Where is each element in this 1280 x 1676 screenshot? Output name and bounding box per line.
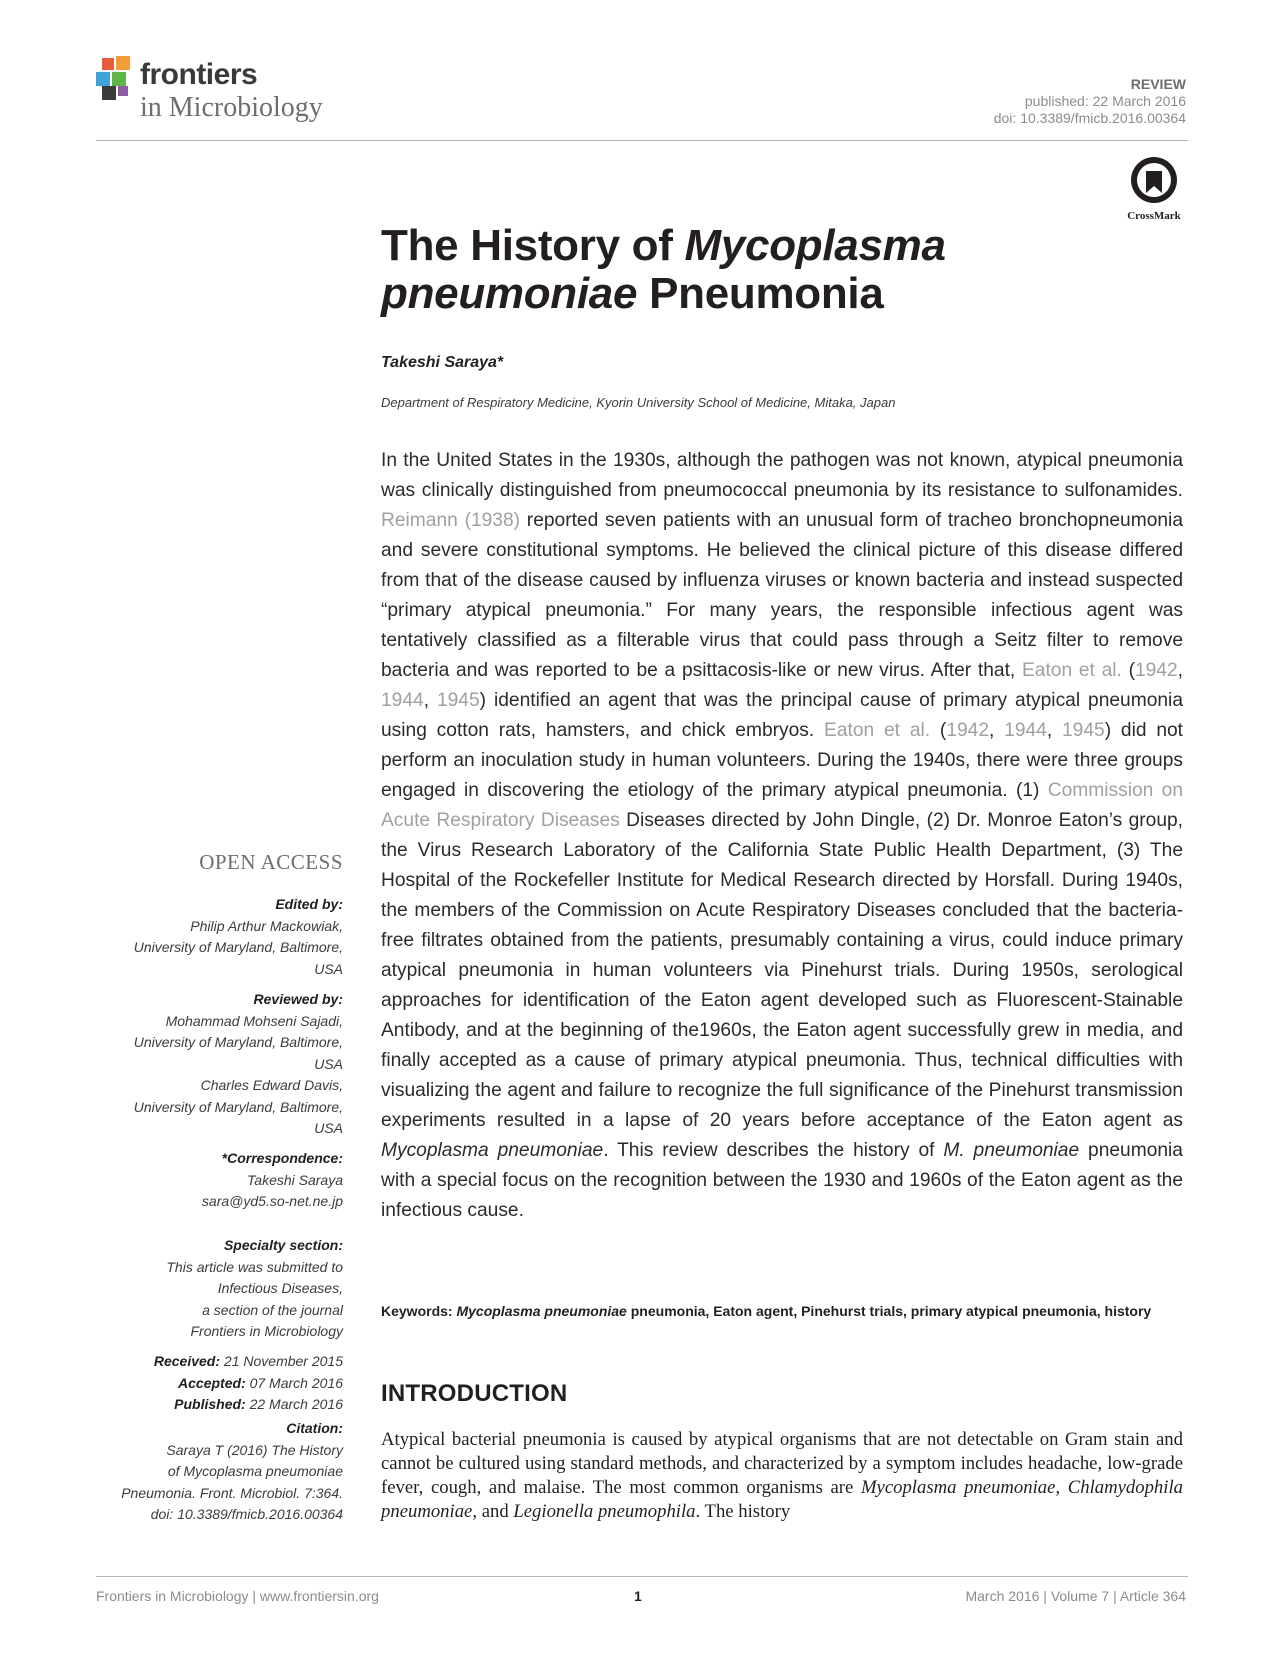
frontiers-logo-icon (96, 56, 136, 100)
citation-line[interactable]: doi: 10.3389/fmicb.2016.00364 (150, 1506, 343, 1522)
citation-block (103, 1418, 343, 1526)
crossmark-label: CrossMark (1127, 210, 1181, 222)
received-label: Received: (153, 1353, 221, 1369)
keywords-label: Keywords: (381, 1303, 457, 1319)
editor-line: University of Maryland, Baltimore, (133, 939, 343, 955)
citation-link-1944[interactable]: 1944 (1004, 720, 1047, 741)
introduction-paragraph (381, 1428, 1183, 1524)
footer-divider (96, 1576, 1188, 1577)
abstract-punct: , (423, 690, 437, 711)
intro-italic: Chlamydophila pneumoniae (381, 1477, 1184, 1522)
abstract-punct: ( (1121, 660, 1135, 681)
intro-text: Atypical bacterial pneumonia is caused by atypical organisms that are not detectable on Gram stain and cannot be cultured using standard methods, and characterized by a symptom includes headache, low-grade fever, cough, and malaise. The most common organisms are (381, 1429, 1183, 1498)
abstract-punct: , (1177, 660, 1183, 681)
citation-link-commission[interactable]: Commission on Acute Respiratory Diseases (381, 780, 1183, 831)
correspondence-email[interactable]: sara@yd5.so-net.ne.jp (201, 1193, 343, 1209)
published-label: Published: (174, 1396, 246, 1412)
title-part1: The History of (381, 221, 685, 270)
received-date: 21 November 2015 (220, 1353, 343, 1369)
dates-block (103, 1351, 343, 1416)
accepted-label: Accepted: (178, 1374, 246, 1391)
keywords-list: pneumonia, Eaton agent, Pinehurst trials, primary atypical pneumonia, history (626, 1303, 1152, 1319)
page-number: 1 (634, 1588, 642, 1604)
citation-link-eaton[interactable]: Eaton et al. (1021, 660, 1122, 681)
specialty-block (103, 1235, 343, 1343)
journal-logo[interactable] (96, 52, 356, 132)
citation-link-1942[interactable]: 1942 (946, 720, 989, 741)
abstract-text: . This review describes the history of (603, 1140, 944, 1161)
title-part4: Pneumonia (637, 269, 884, 318)
intro-italic: Legionella pneumophila (513, 1501, 696, 1522)
citation-label: Citation: (286, 1420, 343, 1436)
article-doi[interactable]: doi: 10.3389/fmicb.2016.00364 (993, 110, 1186, 126)
article-meta (994, 76, 1186, 127)
abstract-text: reported seven patients with an unusual form of tracheo bronchopneumonia and severe constitutional symptoms. He believed the clinical picture of this disease differed from that of the disease caused by influenza viruses or known bacteria and instead suspected “primary atypical pneumonia.” For many years, the responsible infectious agent was tentatively classified as a filterable virus that could pass through a Seitz filter to remove bacteria and was reported to be a psittacosis-like or new virus. After that, (381, 510, 1183, 681)
intro-italic: Mycoplasma pneumoniae (860, 1477, 1056, 1498)
editor-line: USA (314, 960, 343, 977)
intro-text: . The history (695, 1501, 791, 1522)
crossmark-badge[interactable] (1126, 155, 1182, 222)
open-access-label: OPEN ACCESS (199, 850, 343, 874)
abstract-punct: ( (930, 720, 947, 741)
abstract-italic: Mycoplasma pneumoniae (381, 1140, 604, 1161)
specialty-line: Infectious Diseases, (217, 1280, 343, 1296)
crossmark-icon (1129, 155, 1179, 205)
author-affiliation: Department of Respiratory Medicine, Kyorin University School of Medicine, Mitaka, Japan (381, 395, 896, 410)
abstract-text: ) did not perform an inoculation study in human volunteers. During the 1940s, there were three groups engaged in discovering the etiology of the primary atypical pneumonia. (1) (381, 720, 1183, 801)
intro-punct: , and (472, 1501, 514, 1522)
citation-link-1942[interactable]: 1942 (1134, 660, 1178, 681)
abstract-punct: , (1046, 720, 1062, 741)
citation-link-1945[interactable]: 1945 (436, 690, 480, 711)
citation-line: Pneumonia. Front. Microbiol. 7:364. (121, 1484, 343, 1501)
specialty-line: Frontiers in Microbiology (190, 1323, 343, 1339)
citation-line: Saraya T (2016) The History (166, 1441, 343, 1458)
section-heading-introduction: INTRODUCTION (381, 1380, 568, 1407)
reviewer-line: University of Maryland, Baltimore, (133, 1098, 343, 1115)
article-type: REVIEW (1130, 76, 1186, 92)
intro-punct: , (1055, 1477, 1068, 1498)
abstract-text: ) identified an agent that was the principal cause of primary atypical pneumonia using cotton rats, hamsters, and chick embryos. (381, 690, 1183, 741)
published-date: published: 22 March 2016 (1024, 93, 1186, 109)
reviewer-line: Mohammad Mohseni Sajadi, (165, 1012, 343, 1029)
citation-link-eaton[interactable]: Eaton et al. (824, 720, 931, 741)
correspondence-name: Takeshi Saraya (247, 1171, 343, 1188)
specialty-label: Specialty section: (223, 1237, 343, 1253)
abstract (381, 446, 1183, 1226)
journal-name-line2: in Microbiology (140, 92, 323, 123)
correspondence-label: *Correspondence: (221, 1150, 343, 1166)
keyword-italic: Mycoplasma pneumoniae (456, 1303, 627, 1319)
reviewer-line: University of Maryland, Baltimore, (133, 1034, 343, 1050)
edited-by-block (103, 894, 343, 980)
footer-issue-info: March 2016 | Volume 7 | Article 364 (965, 1588, 1186, 1604)
title-species: pneumoniae (381, 269, 638, 318)
abstract-text: pneumonia with a special focus on the recognition between the 1930 and 1960s of the Eaton agent as the infectious cause. (381, 1140, 1183, 1221)
reviewer-line: Charles Edward Davis, (200, 1077, 343, 1093)
editor-line: Philip Arthur Mackowiak, (190, 917, 343, 934)
citation-line: of Mycoplasma pneumoniae (167, 1463, 343, 1479)
citation-link-reimann[interactable]: Reimann (1938) (381, 510, 521, 531)
correspondence-block (103, 1148, 343, 1213)
specialty-line: a section of the journal (202, 1301, 343, 1318)
citation-link-1945[interactable]: 1945 (1062, 720, 1105, 741)
reviewer-line: USA (314, 1055, 343, 1072)
footer-journal-link[interactable]: Frontiers in Microbiology | www.frontiersin.org (96, 1588, 379, 1604)
published-date-side: 22 March 2016 (245, 1396, 343, 1412)
reviewed-by-block (103, 989, 343, 1140)
abstract-punct: , (989, 720, 1005, 741)
abstract-text: In the United States in the 1930s, although the pathogen was not known, atypical pneumonia was clinically distinguished from pneumococcal pneumonia by its resistance to sulfonamides. (381, 450, 1183, 501)
title-genus: Mycoplasma (684, 221, 946, 270)
citation-link-1944[interactable]: 1944 (381, 690, 424, 711)
reviewer-line: USA (314, 1120, 343, 1136)
abstract-italic: M. pneumoniae (943, 1140, 1080, 1161)
journal-name-line1: frontiers (140, 58, 258, 91)
accepted-date: 07 March 2016 (245, 1374, 343, 1391)
keywords (381, 1301, 1183, 1322)
article-title (381, 222, 946, 318)
edited-by-label: Edited by: (275, 896, 343, 912)
author-name: Takeshi Saraya* (381, 354, 504, 371)
header-divider (96, 140, 1188, 141)
specialty-line: This article was submitted to (166, 1258, 343, 1275)
abstract-text: Diseases directed by John Dingle, (2) Dr. Monroe Eaton’s group, the Virus Research Laboratory of the California State Public Health Department, (3) The Hospital of the Rockefeller Institute for Medical Research directed by Horsfall. During 1940s, the members of the Commission on Acute Respiratory Diseases concluded that the bacteria-free filtrates obtained from the patients, presumably containing a virus, could induce primary atypical pneumonia in human volunteers via Pinehurst trials. During 1950s, serological approaches for identification of the Eaton agent developed such as Fluorescent-Stainable Antibody, and at the beginning of the1960s, the Eaton agent successfully grew in media, and finally accepted as a cause of primary atypical pneumonia. Thus, technical difficulties with visualizing the agent and failure to recognize the full significance of the Pinehurst transmission experiments resulted in a lapse of 20 years before acceptance of the Eaton agent as (381, 810, 1183, 1131)
reviewed-by-label: Reviewed by: (253, 991, 343, 1007)
